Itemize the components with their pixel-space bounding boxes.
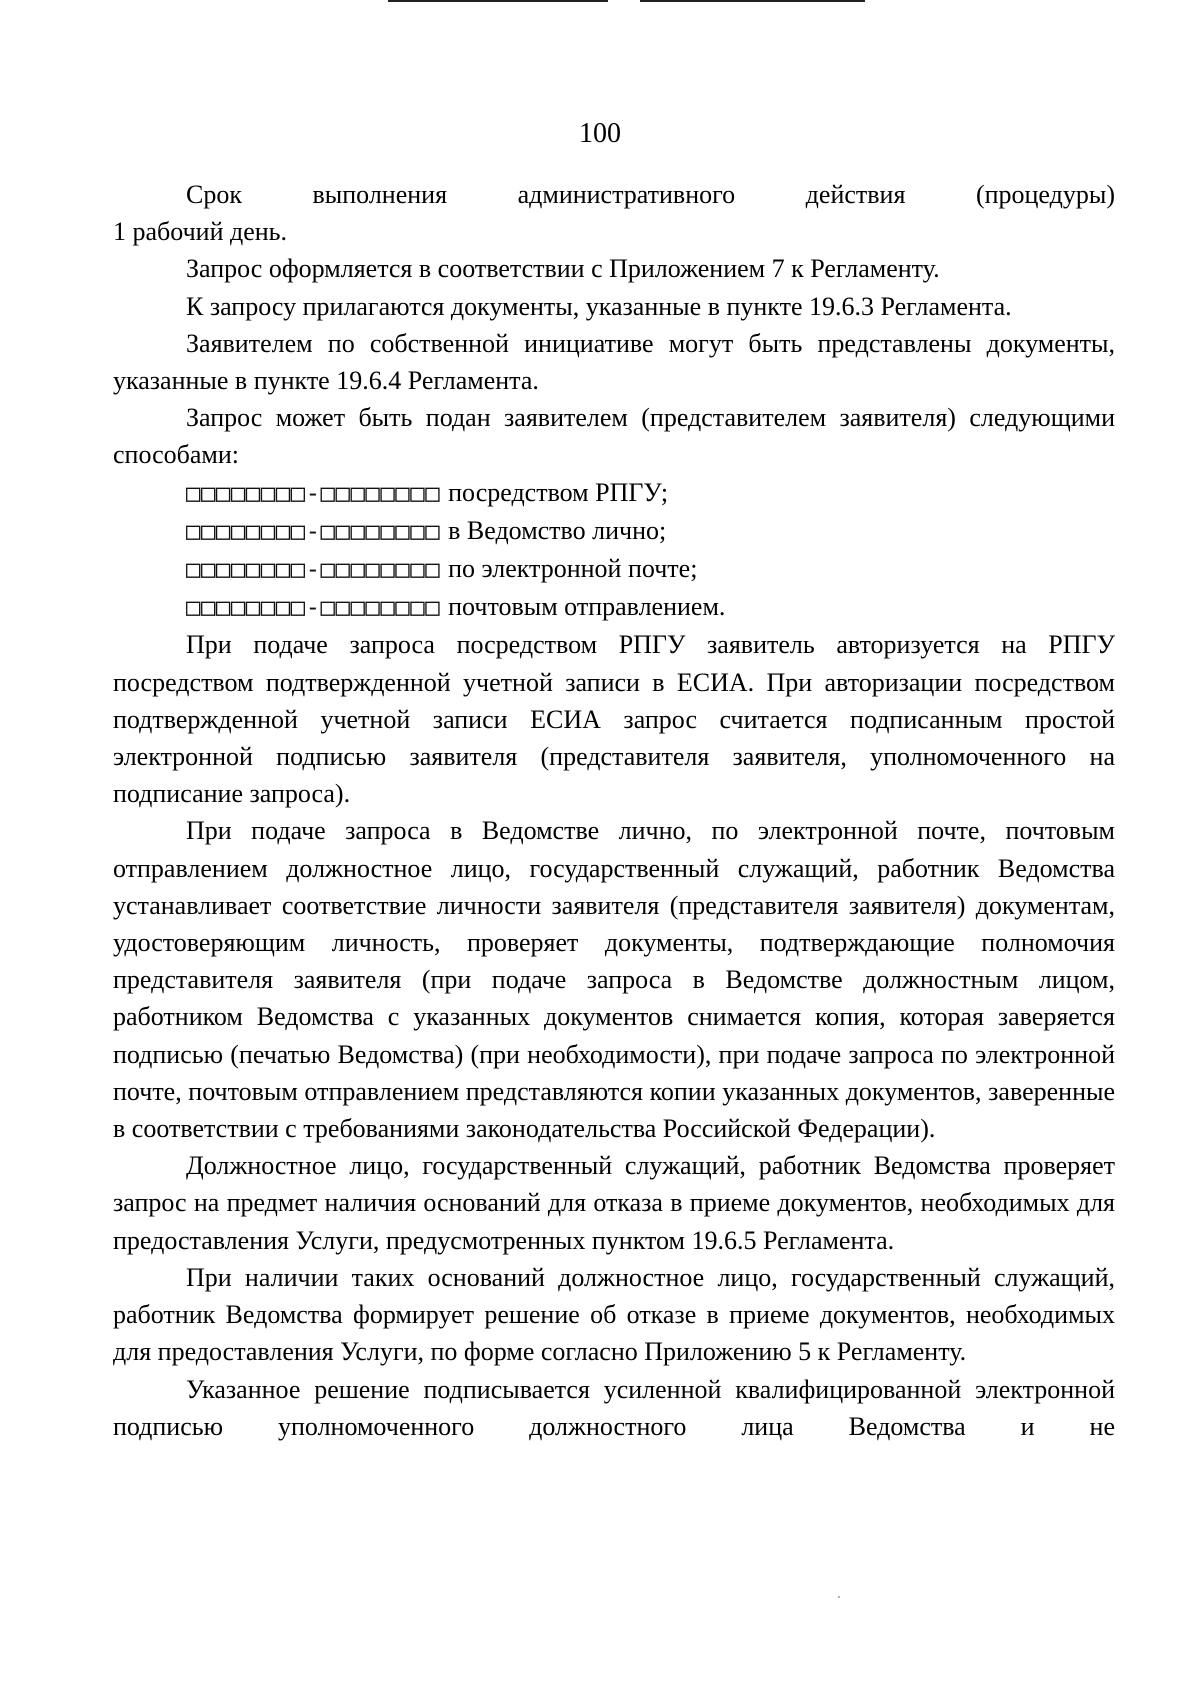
list-item xyxy=(113,550,1115,588)
list-item-text: по электронной почте; xyxy=(448,554,698,584)
list-marker-glyphs: □□□□□□□□-□□□□□□□□ xyxy=(186,555,441,584)
paragraph-refusal-decision: При наличии таких оснований должностное лицо, государственный служащий, работник Ведомства формирует решение об отказе в приеме документов, необходимых для предоставления Услуги, по форме согласно Приложению 5 к Регламенту. xyxy=(113,1262,1115,1367)
list-item xyxy=(113,474,1115,512)
paragraph-request-format: Запрос оформляется в соответствии с Приложением 7 к Регламенту. xyxy=(186,254,940,284)
paragraph-deadline-line-1: Срок выполнения административного действия (процедуры) xyxy=(186,180,1115,209)
list-marker-glyphs: □□□□□□□□-□□□□□□□□ xyxy=(186,593,441,622)
list-item-text: в Ведомство лично; xyxy=(448,515,667,545)
page-number: 100 xyxy=(579,118,621,149)
list-item-text: почтовым отправлением. xyxy=(448,592,726,622)
paragraph-deadline-line-2: 1 рабочий день. xyxy=(113,217,288,247)
list-item xyxy=(113,512,1115,550)
list-item-text: посредством РПГУ; xyxy=(448,477,669,507)
scan-edge-line-left xyxy=(388,0,608,2)
paragraph-rpgu-authorization: При подаче запроса посредством РПГУ заявитель авторизуется на РПГУ посредством подтвержденной учетной записи в ЕСИА. При авторизации посредством подтвержденной учетной записи ЕСИА запрос считается подписанным простой электронной подписью заявителя (представителя заявителя, уполномоченного на подписание запроса). xyxy=(113,630,1115,809)
paragraph-request-check: Должностное лицо, государственный служащий, работник Ведомства проверяет запрос на предмет наличия оснований для отказа в приеме документов, необходимых для предоставления Услуги, предусмотренных пунктом 19.6.5 Регламента. xyxy=(113,1151,1115,1255)
scan-speck xyxy=(838,1596,840,1598)
list-marker-glyphs: □□□□□□□□-□□□□□□□□ xyxy=(186,478,441,507)
document-body xyxy=(113,176,1115,1445)
paragraph-own-initiative: Заявителем по собственной инициативе могут быть представлены документы, указанные в пункте 19.6.4 Регламента. xyxy=(113,328,1115,396)
list-marker-glyphs: □□□□□□□□-□□□□□□□□ xyxy=(186,516,441,545)
paragraph-in-person-submission: При подаче запроса в Ведомстве лично, по электронной почте, почтовым отправлением должностное лицо, государственный служащий, работник Ведомства устанавливает соответствие личности заявителя (представителя заявителя) документам, удостоверяющим личность, проверяет документы, подтверждающие полномочия представителя заявителя (при подаче запроса в Ведомстве должностным лицом, работником Ведомства с указанных документов снимается копия, которая заверяется подписью (печатью Ведомства) (при необходимости), при подаче запроса по электронной почте, почтовым отправлением представляются копии указанных документов, заверенные в соответствии с требованиями законодательства Российской Федерации). xyxy=(113,816,1115,1144)
paragraph-submission-methods: Запрос может быть подан заявителем (представителем заявителя) следующими способами: xyxy=(113,403,1115,470)
list-item xyxy=(113,588,1115,626)
paragraph-decision-signature: Указанное решение подписывается усиленной квалифицированной электронной подписью уполномоченного должностного лица Ведомства и не xyxy=(113,1374,1115,1441)
scan-edge-line-right xyxy=(640,0,865,2)
paragraph-attached-documents: К запросу прилагаются документы, указанные в пункте 19.6.3 Регламента. xyxy=(186,291,1012,321)
